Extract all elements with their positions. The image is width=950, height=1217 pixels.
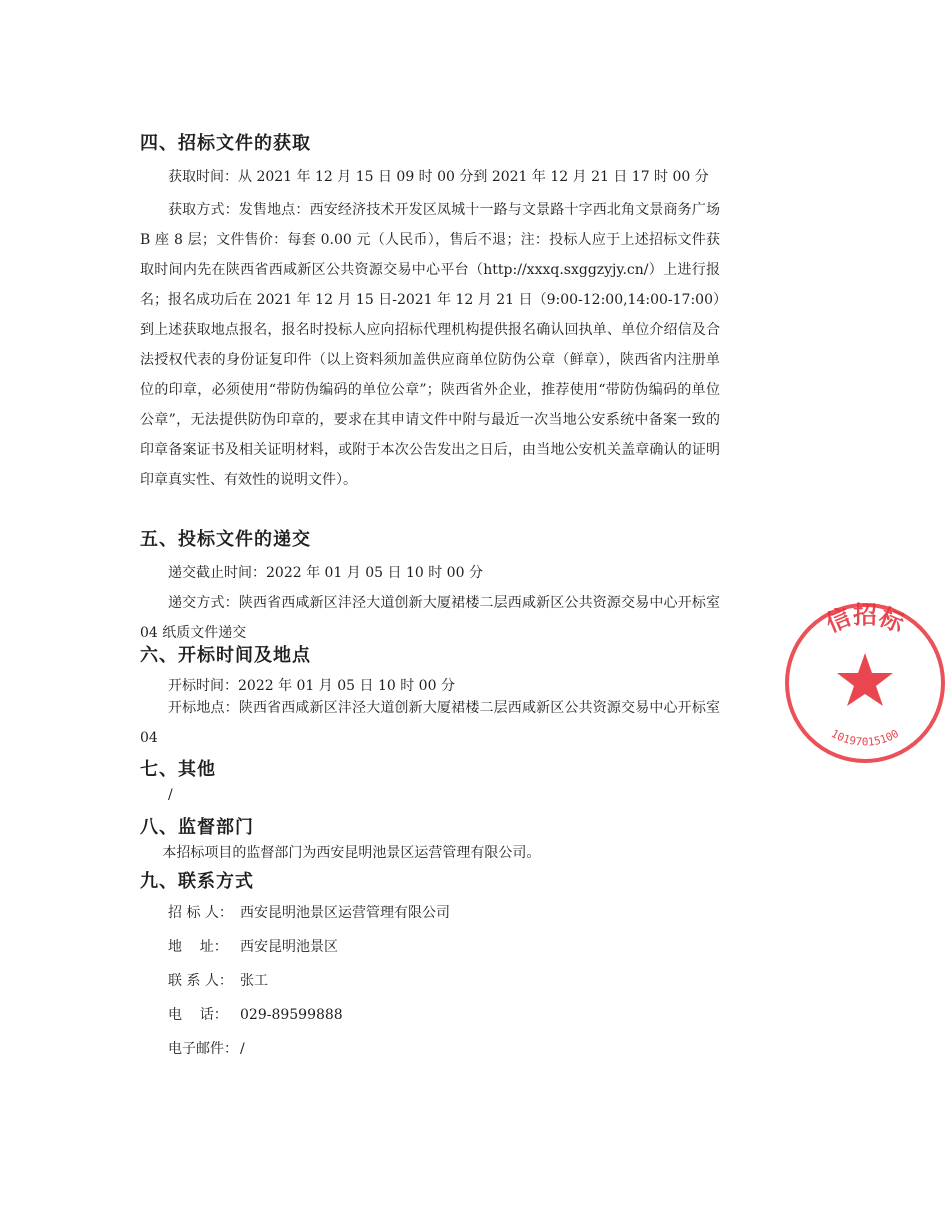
contact-label: 联 系 人： — [168, 973, 233, 989]
section-6-place: 开标地点：陕西省西咸新区沣泾大道创新大厦裙楼二层西咸新区公共资源交易中心开标室 04 — [140, 700, 720, 746]
contact-value: 西安昆明池景区 — [240, 939, 338, 955]
contact-row-email — [140, 1034, 720, 1064]
svg-text:10197015100 — [829, 727, 901, 749]
section-7-content: / — [168, 787, 173, 803]
section-8-heading: 八、监督部门 — [140, 817, 254, 838]
section-5-heading: 五、投标文件的递交 — [140, 529, 311, 550]
section-6-heading: 六、开标时间及地点 — [140, 645, 311, 666]
contact-row-address — [140, 932, 720, 962]
contact-row-contact-person — [140, 966, 720, 996]
contact-label: 招 标 人： — [168, 905, 233, 921]
section-8-content: 本招标项目的监督部门为西安昆明池景区运营管理有限公司。 — [162, 845, 541, 861]
seal-star-icon — [837, 653, 893, 706]
seal-text: 信招标 — [821, 601, 909, 638]
contact-list — [140, 898, 720, 1064]
section-4-heading: 四、招标文件的获取 — [140, 133, 311, 154]
contact-label: 地 址： — [168, 939, 228, 955]
contact-label: 电子邮件： — [168, 1041, 238, 1057]
section-6-time: 开标时间：2022 年 01 月 05 日 10 时 00 分 — [168, 678, 455, 694]
svg-text:信招标 — [822, 601, 909, 638]
contact-label: 电 话： — [168, 1007, 228, 1023]
contact-value: 西安昆明池景区运营管理有限公司 — [240, 905, 450, 921]
contact-value: / — [240, 1041, 245, 1057]
section-5-deadline: 递交截止时间：2022 年 01 月 05 日 10 时 00 分 — [168, 565, 483, 581]
company-seal-stamp — [780, 598, 950, 768]
contact-value: 张工 — [240, 973, 268, 989]
section-7-heading: 七、其他 — [140, 759, 216, 780]
contact-row-tenderer — [140, 898, 720, 928]
section-9-heading: 九、联系方式 — [140, 871, 254, 892]
section-4-method: 获取方式：发售地点：西安经济技术开发区凤城十一路与文景路十字西北角文景商务广场 B 座 8 层；文件售价：每套 0.00 元（人民币），售后不退；注：投标人应于上述招标文件获取时间内先在陕西省西咸新区公共资源交易中心平台（http://xxxq.sxggzyjy.cn/）上进行报名；报名成功后在 2021 年 12 月 15 日-2021 年 12 月 21 日（9:00-12:00,14:00-17:00）到上述获取地点报名，报名时投标人应向招标代理机构提供报名确认回执单、单位介绍信及合法授权代表的身份证复印件（以上资料须加盖供应商单位防伪公章（鲜章），陕西省内注册单位的印章，必须使用“带防伪编码的单位公章”；陕西省外企业，推荐使用“带防伪编码的单位公章”，无法提供防伪印章的，要求在其申请文件中附与最近一次当地公安系统中备案一致的印章备案证书及相关证明材料，或附于本次公告发出之日后，由当地公安机关盖章确认的证明印章真实性、有效性的说明文件）。 — [140, 202, 720, 488]
seal-number: 10197015100 — [828, 727, 902, 749]
section-4-time: 获取时间：从 2021 年 12 月 15 日 09 时 00 分到 2021 年 12 月 21 日 17 时 00 分 — [168, 169, 709, 185]
contact-value: 029-89599888 — [240, 1007, 343, 1023]
contact-row-phone — [140, 1000, 720, 1030]
section-5-method: 递交方式：陕西省西咸新区沣泾大道创新大厦裙楼二层西咸新区公共资源交易中心开标室 04 纸质文件递交 — [140, 595, 720, 641]
